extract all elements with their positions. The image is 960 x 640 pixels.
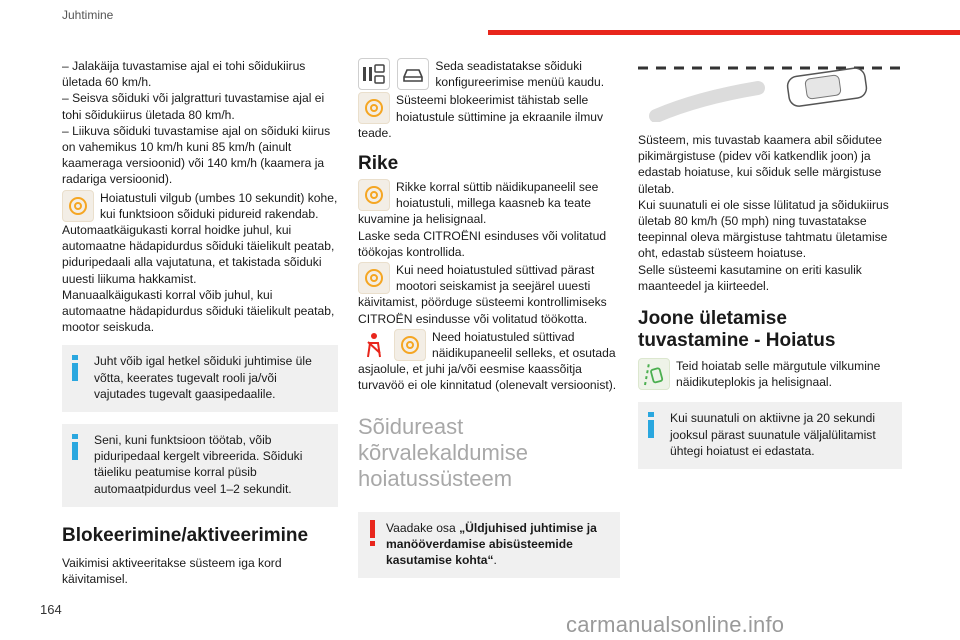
- warning-text: [368, 520, 610, 569]
- section-heading-lane-departure: Sõidureast kõrvalekaldumise hoiatussüsteem: [358, 413, 528, 491]
- warning-box: [358, 512, 620, 579]
- icon-holder: [638, 358, 670, 390]
- fault-paragraph: [358, 179, 620, 228]
- column-2: [358, 58, 620, 578]
- column-1: [62, 58, 338, 587]
- paragraph: Vaikimisi aktiveeritakse süsteem iga kord käivitamisel.: [62, 555, 282, 587]
- restart-paragraph: [358, 262, 620, 327]
- paragraph: Süsteem, mis tuvastab kaamera abil sõidutee pikimärgistuse (pidev või katkendlik joon) ja edastab hoiatuse, kui sõiduk selle märgistuse ületab.: [638, 133, 883, 196]
- car-top-view: [786, 67, 867, 108]
- seatbelt-icon-svg: [358, 329, 390, 361]
- emergency-brake-warning-icon: [358, 262, 390, 294]
- paragraph: Kui suunatuli ei ole sisse lülitatud ja sõidukiirus ületab 80 km/h (50 mph) ning tuvastatakse teepinnal oleva märgistuse tahtmatu ületamise oht, edastab süsteem hoiatuse.: [638, 197, 889, 261]
- seatbelt-warning-icon: [358, 329, 390, 361]
- paragraph: Manuaalkäigukasti korral võib juhul, kui automaatne hädapidurdus sõiduki täielikult peatab, mootor seiskuda.: [62, 287, 335, 335]
- paragraph-text: Süsteemi blokeerimist tähistab selle hoiatustule süttimine ja ekraanile ilmuv teade.: [358, 93, 604, 140]
- car-icon: [397, 58, 429, 90]
- paragraph: – Seisva sõiduki või jalgratturi tuvastamise ajal ei tohi sõidukiirus ületada 80 km/h.: [62, 91, 325, 122]
- warning-light-paragraph: [62, 190, 338, 222]
- section-title: Juhtimine: [62, 8, 114, 22]
- settings-menu-icon-svg: [359, 59, 389, 89]
- car-icon-svg: [398, 59, 428, 89]
- paragraph-text: Teid hoiatab selle märgutule vilkumine näidikuteplokis ja helisignaal.: [676, 359, 881, 390]
- heading-blocking: Blokeerimine/aktiveerimine: [62, 524, 309, 546]
- column-3: [638, 58, 902, 469]
- info-icon: [72, 434, 78, 460]
- warning-prefix: Vaadake osa: [386, 520, 460, 535]
- blocking-paragraph: [358, 92, 620, 141]
- paragraph: – Liikuva sõiduki tuvastamise ajal on sõiduki kiirus on vahemikus 10 km/h kuni 85 km/h (ainult kaameraga versioonid) või 140 km/h (kaamera ja radariga versioonid).: [62, 123, 331, 187]
- paragraph: Laske seda CITROËNI esinduses või volitatud töökojas kontrollida.: [358, 228, 607, 259]
- indicator-paragraph: [638, 358, 902, 390]
- paragraph: Selle süsteemi kasutamine on eriti kasulik maanteedel ja kiirteedel.: [638, 262, 862, 293]
- car-trail: [656, 88, 758, 116]
- info-text: Seni, kuni funktsioon töötab, võib piduripedaal kergelt vibreerida. Sõiduki täieliku peatumise korral püsib automaatpidurdus veel 1–2 sekundit.: [94, 433, 303, 496]
- info-box: [62, 424, 338, 507]
- warning-reference: „Üldjuhised juhtimise ja manööverdamise abisüsteemide kasutamise kohta“: [386, 520, 597, 568]
- settings-menu-icon: [358, 58, 390, 90]
- info-text: Kui suunatuli on aktiivne ja 20 sekundi jooksul pärast suunatule väljalülitamist ühtegi hoiatust ei edastata.: [670, 411, 876, 458]
- warning-suffix: .: [493, 553, 497, 568]
- paragraph-text: Hoiatustuli vilgub (umbes 10 sekundit) kohe, kui funktsioon sõiduki pidureid rakendab.: [100, 190, 338, 221]
- emergency-brake-warning-icon: [62, 190, 94, 222]
- paragraph-text: Kui need hoiatustuled süttivad pärast mootori seiskamist ja seejärel uuesti käivitamist, pöörduge süsteemi kontrollimiseks CITROËN esindusse või volitatud töökotta.: [358, 263, 607, 326]
- watermark: carmanualsonline.info: [566, 612, 785, 637]
- paragraph: Automaatkäigukasti korral hoidke juhul, kui automaatne hädapidurdus sõiduki täielikult peatab, piduripedaali alla vajutatuna, et takistada sõiduki uuesti liikuma hakkamist.: [62, 223, 335, 286]
- seatbelt-paragraph: [358, 329, 620, 394]
- header-accent-bar: [488, 30, 960, 35]
- heading-line-crossing: Joone ületamise tuvastamine - Hoiatus: [638, 308, 836, 352]
- paragraph: – Jalakäija tuvastamise ajal ei tohi sõidukiirus ületada 60 km/h.: [62, 59, 306, 90]
- icon-group: [358, 58, 429, 90]
- info-box: [638, 402, 902, 469]
- info-text: Juht võib igal hetkel sõiduki juhtimise üle võtta, keerates tugevalt rooli ja/või vajutades tugevalt gaasipedaalile.: [94, 354, 312, 401]
- info-box: [62, 345, 338, 412]
- lane-departure-warning-icon: [638, 358, 670, 390]
- warning-icon: [370, 520, 375, 546]
- emergency-brake-warning-icon: [358, 92, 390, 124]
- paragraph-text: Need hoiatustuled süttivad näidikupaneelil selleks, et osutada asjaolule, et juhi ja/või eesmise kaassõitja turvavöö ei ole kinnitatud (olenevalt versioonist).: [358, 329, 617, 393]
- info-icon: [72, 355, 78, 381]
- emergency-brake-warning-icon: [358, 179, 390, 211]
- paragraph-text: Seda seadistatakse sõiduki konfigureerimise menüü kaudu.: [435, 59, 605, 90]
- settings-paragraph: [358, 58, 620, 90]
- paragraph-text: Rikke korral süttib näidikupaneelil see hoiatustuli, millega kaasneb ka teate kuvamine ja helisignaal.: [358, 180, 599, 227]
- info-icon: [648, 412, 654, 438]
- lane-departure-icon-svg: [639, 359, 669, 389]
- heading-fault: Rike: [358, 153, 399, 175]
- page-number: 164: [40, 602, 62, 617]
- lane-departure-illustration: [638, 58, 902, 122]
- emergency-brake-warning-icon: [394, 329, 426, 361]
